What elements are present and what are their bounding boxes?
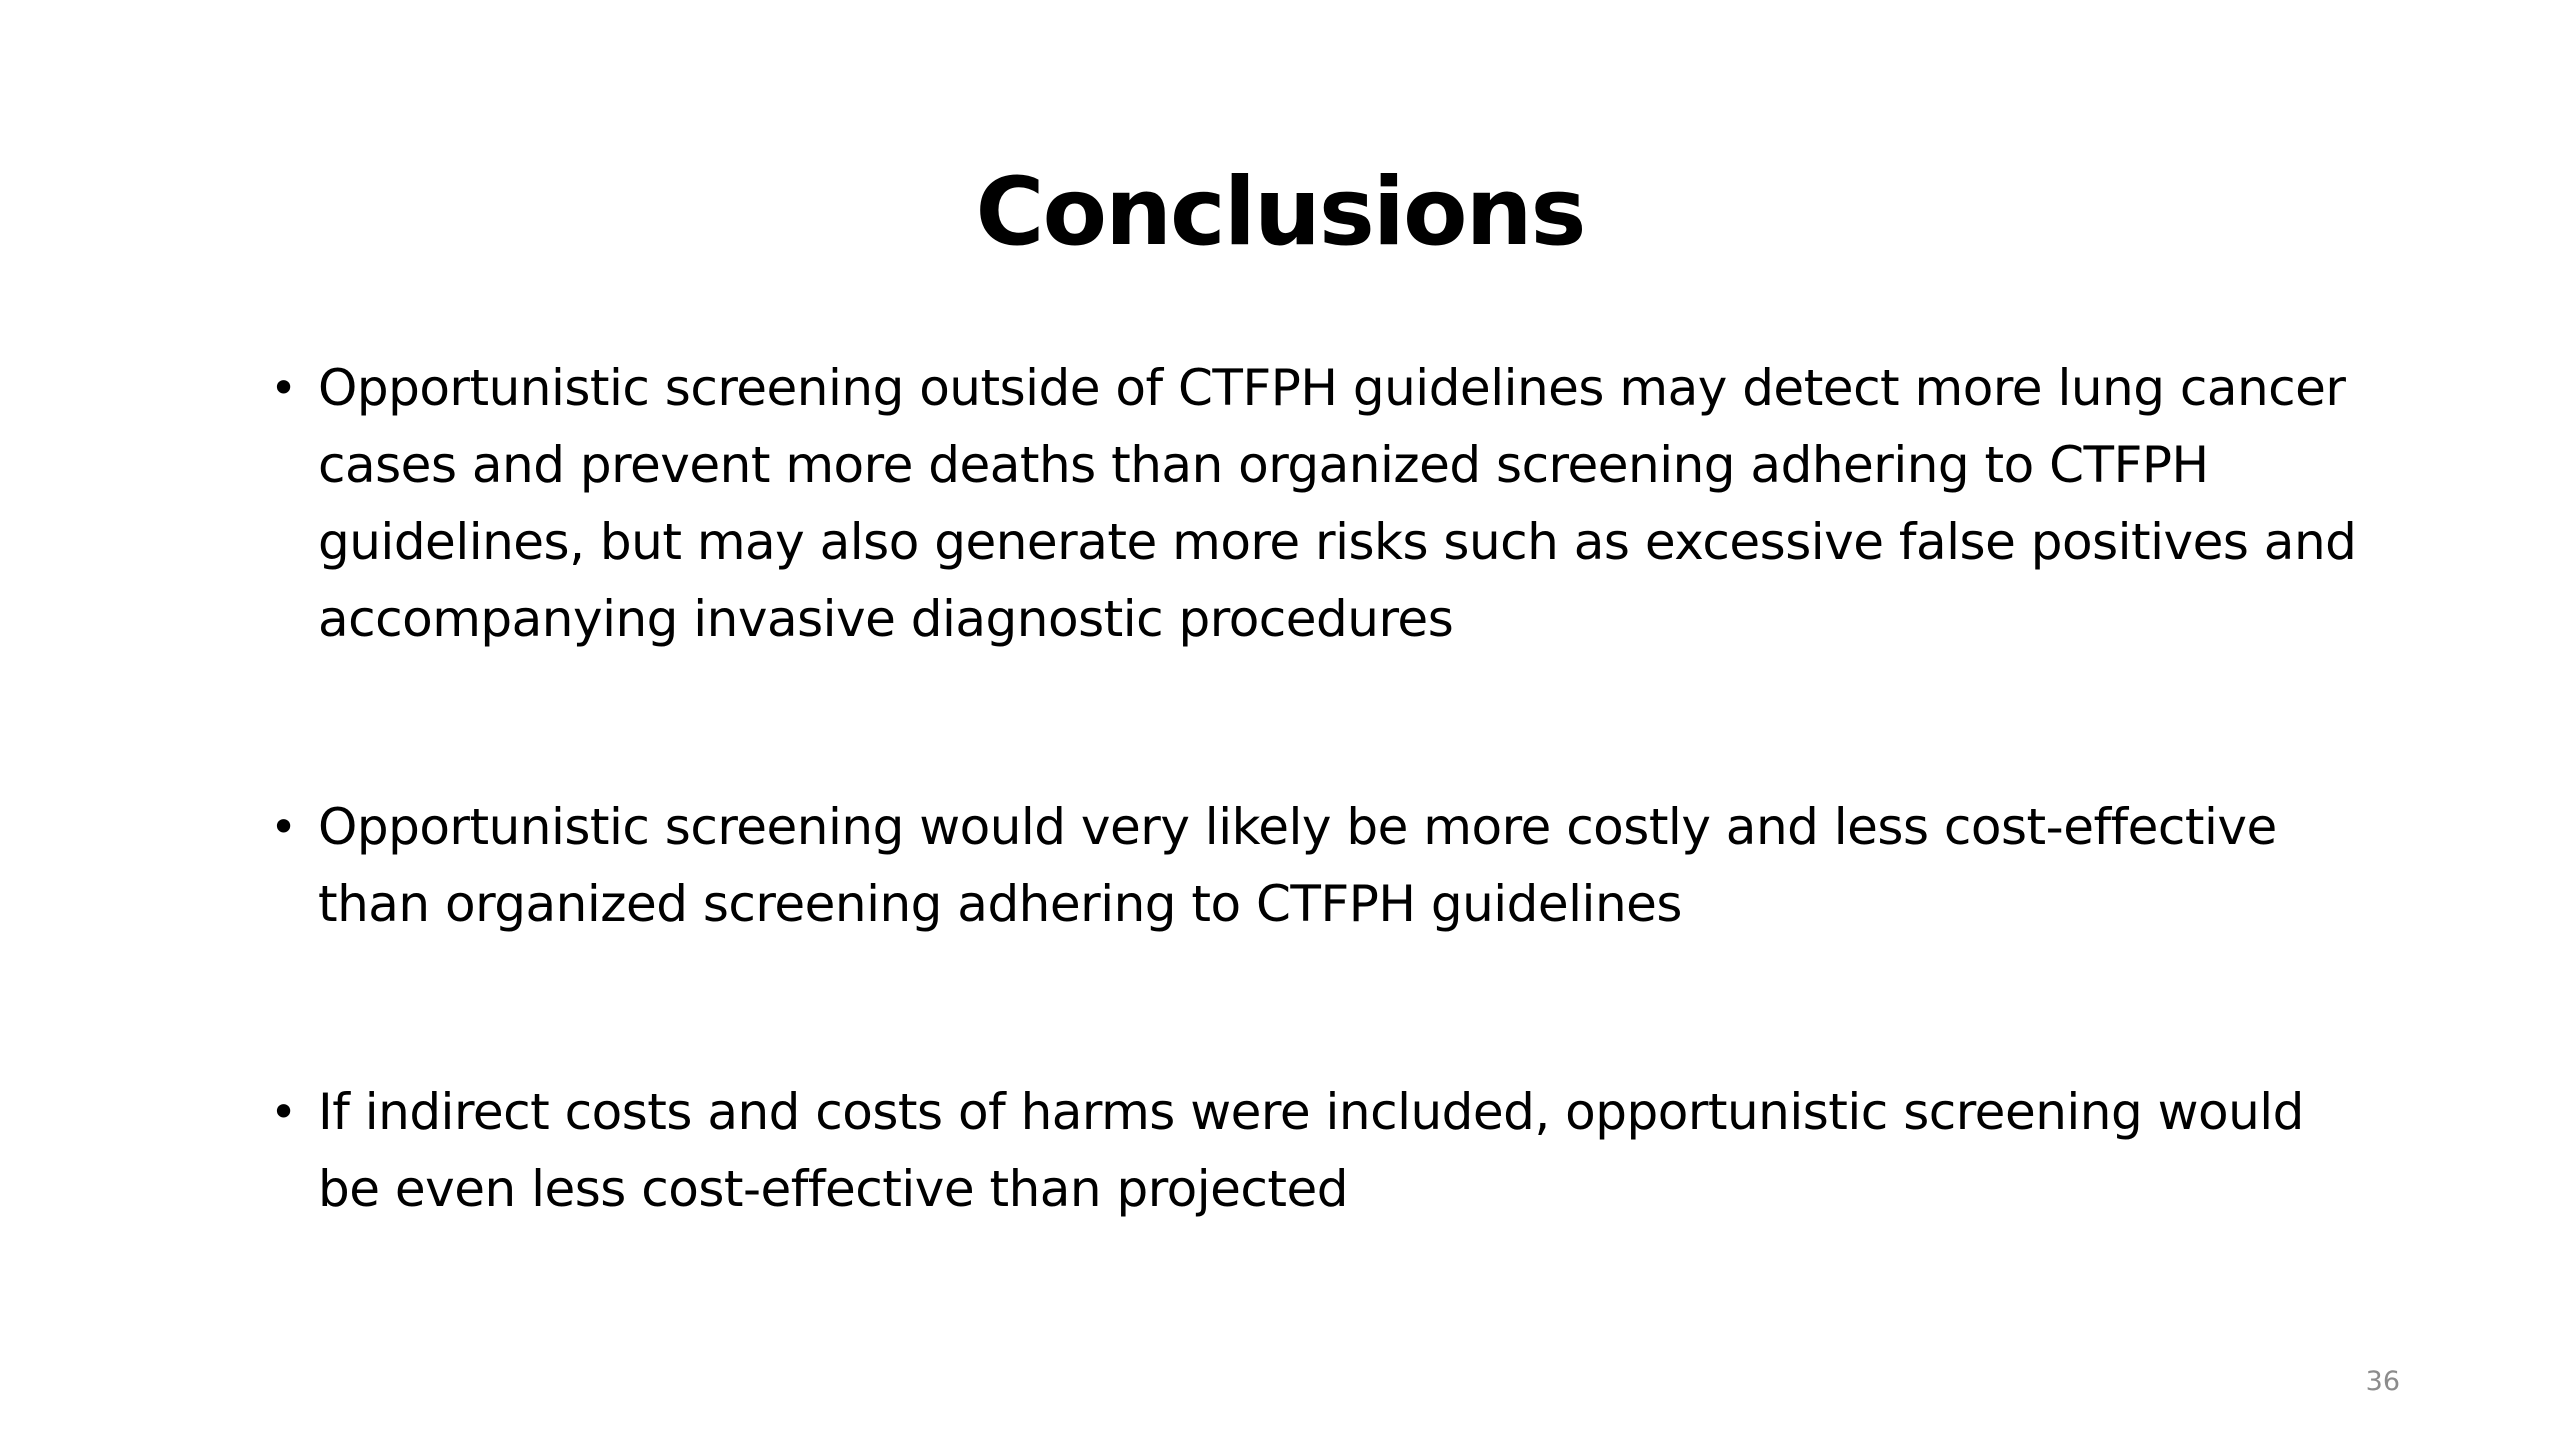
- bullet-marker: •: [270, 800, 297, 854]
- bullet-marker: •: [270, 361, 297, 415]
- bullet-marker: •: [270, 1085, 297, 1139]
- bullet-text: If indirect costs and costs of harms were included, opportunistic screening would be even less cost-effective than projected: [318, 1083, 2304, 1218]
- bullet-list: [270, 350, 2360, 1228]
- page-number: 36: [2365, 1366, 2400, 1397]
- bullet-item: [270, 1074, 2360, 1228]
- bullet-text: Opportunistic screening would very likely be more costly and less cost-effective than organized screening adhering to CTFPH guidelines: [318, 798, 2277, 933]
- bullet-item: [270, 789, 2360, 943]
- slide-title: Conclusions: [975, 158, 1585, 267]
- bullet-text: Opportunistic screening outside of CTFPH guidelines may detect more lung cancer cases and prevent more deaths than organized screening adhering to CTFPH guidelines, but may also generate more risks such as excessive false positives and accompanying invasive diagnostic procedures: [318, 359, 2357, 648]
- bullet-item: [270, 350, 2360, 658]
